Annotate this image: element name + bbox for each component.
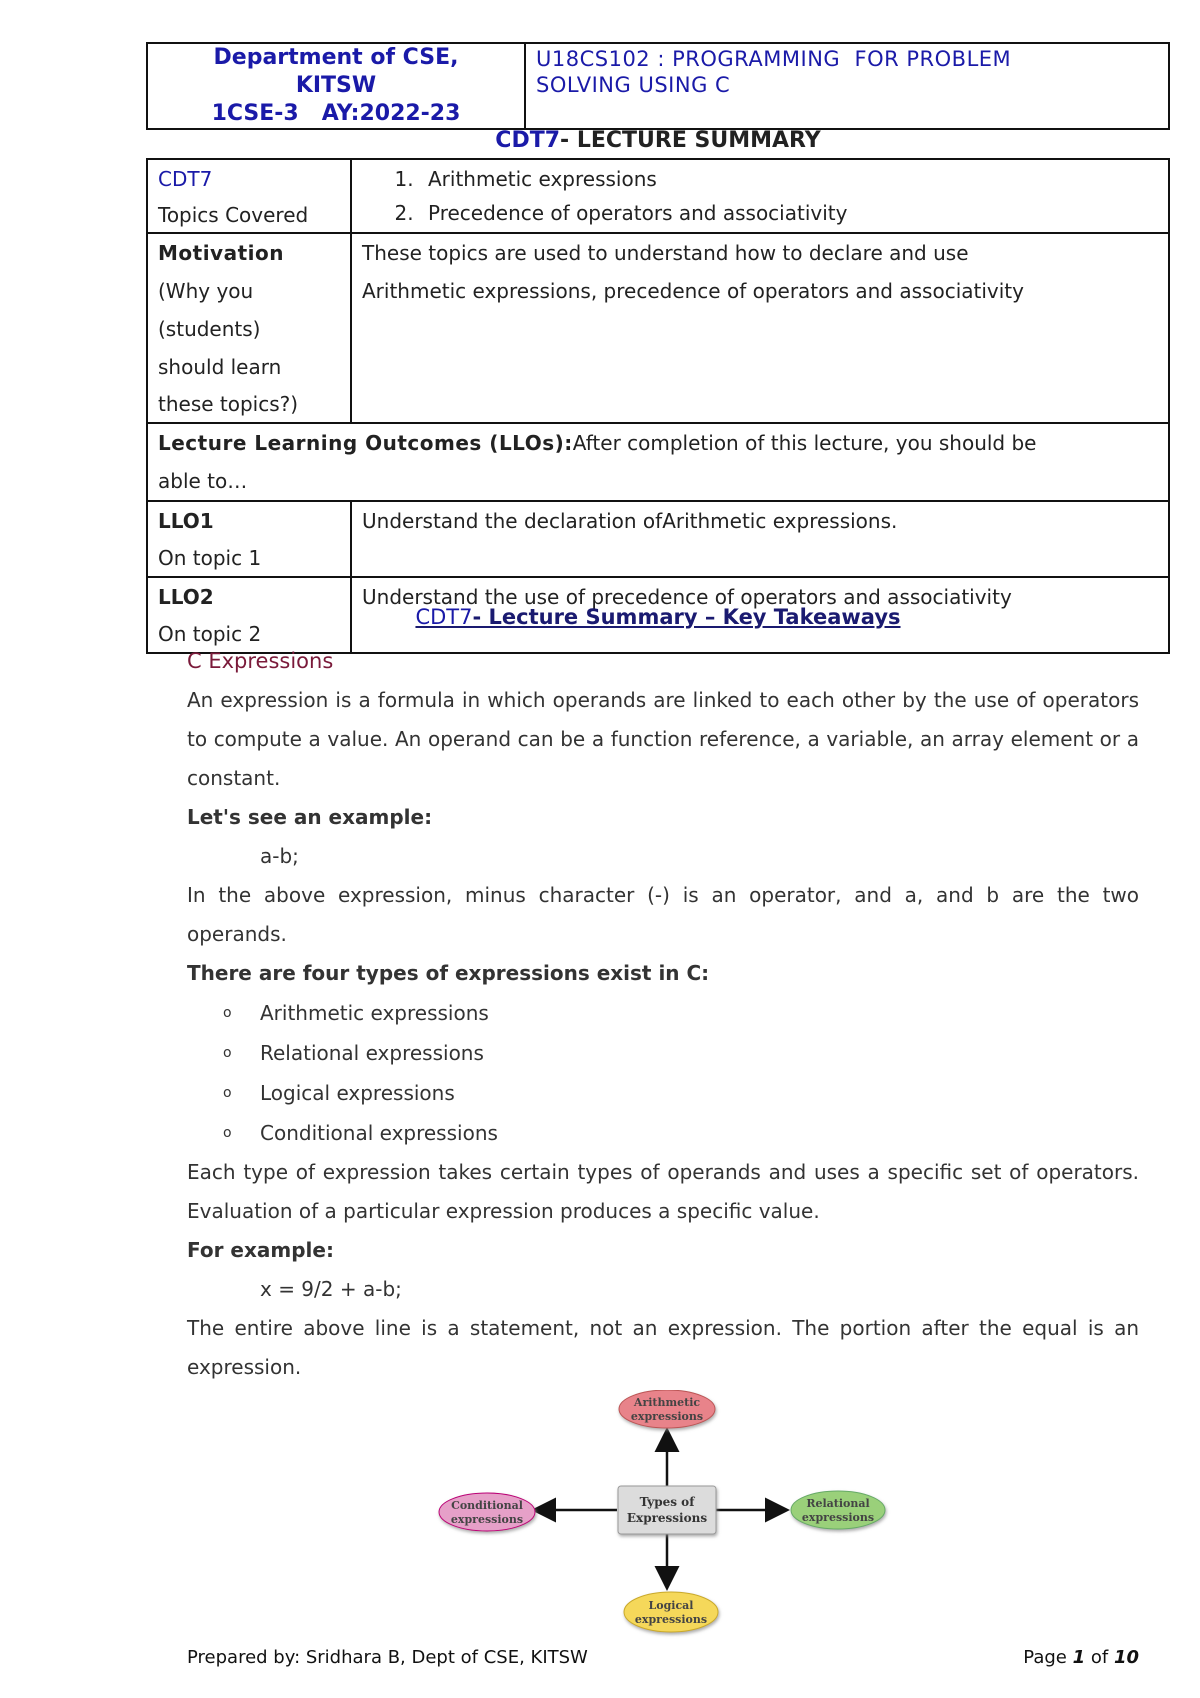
right-label-2: expressions [801, 1511, 875, 1524]
summary-rest: - LECTURE SUMMARY [560, 128, 821, 153]
llo2-id: LLO2 [158, 585, 214, 609]
example-code: a-b; [260, 844, 299, 868]
topic-item: 1. Arithmetic expressions [420, 162, 1158, 196]
bullet-marker: o [223, 1005, 232, 1021]
center-label-2: Expressions [626, 1511, 708, 1525]
type-label: Logical expressions [260, 1081, 455, 1105]
for-example-label: For example: [187, 1238, 334, 1262]
llo-header-row [147, 423, 1169, 501]
motivation-text-cell [351, 233, 1169, 423]
bottom-label-2: expressions [634, 1613, 708, 1626]
para-operator-explanation: In the above expression, minus character (-) is an operator, and a, and b are the two operands. [187, 883, 1139, 946]
course-line2: SOLVING USING C [536, 73, 731, 97]
topics-list-cell [351, 159, 1169, 233]
topics-covered: Topics Covered [158, 203, 309, 227]
bullet-marker: o [223, 1125, 232, 1141]
topic-item: 2. Precedence of operators and associativity [420, 196, 1158, 230]
motivation-label-cell [147, 233, 351, 423]
list-item [187, 1113, 1139, 1153]
llo-header-bold: Lecture Learning Outcomes (LLOs): [158, 431, 573, 455]
page-number: 1 [1072, 1647, 1086, 1668]
llo-header-cell [147, 423, 1169, 501]
takeaway-cdt-link[interactable]: CDT7 [415, 605, 473, 629]
motivation-label: Motivation [158, 241, 284, 265]
page-footer [187, 1647, 1139, 1668]
type-label: Arithmetic expressions [260, 1001, 489, 1025]
motivation-row [147, 233, 1169, 423]
motivation-sub: these topics?) [158, 392, 299, 416]
course-cell [525, 43, 1169, 129]
logical-node [624, 1592, 718, 1632]
prepared-label: Prepared by: [187, 1647, 306, 1668]
center-box [618, 1486, 716, 1534]
page-word: Page [1023, 1647, 1073, 1668]
topics-list [362, 162, 1158, 230]
topics-label-cell [147, 159, 351, 233]
prepared-value: Sridhara B, Dept of CSE, KITSW [305, 1647, 588, 1668]
types-label: There are four types of expressions exist in C: [187, 961, 710, 985]
header-table [146, 42, 1170, 130]
page-counter [1023, 1647, 1139, 1668]
department-cell [147, 43, 525, 129]
para-evaluation: Each type of expression takes certain types of operands and uses a specific set of operators. Evaluation of a particular expression produces a specific value. [187, 1160, 1139, 1223]
expression-types-diagram [430, 1390, 900, 1642]
motivation-sub: (students) [158, 317, 261, 341]
left-label-2: expressions [450, 1513, 524, 1526]
example-label: Let's see an example: [187, 805, 433, 829]
llo-header-line2: able to… [158, 469, 248, 493]
dept-line1: Department of CSE, [213, 45, 459, 70]
motivation-text-line1: These topics are used to understand how to declare and use [362, 241, 969, 265]
lecture-table [146, 158, 1170, 654]
llo1-text: Understand the declaration ofArithmetic expressions. [351, 501, 1169, 577]
motivation-sub: (Why you [158, 279, 254, 303]
bullet-marker: o [223, 1045, 232, 1061]
bullet-marker: o [223, 1085, 232, 1101]
topics-cdt: CDT7 [158, 167, 213, 191]
top-label-2: expressions [630, 1410, 704, 1423]
llo1-id: LLO1 [158, 509, 214, 533]
lecture-summary-title [146, 128, 1170, 153]
content-heading: C Expressions [187, 649, 334, 673]
dept-line2: KITSW [295, 73, 377, 98]
para-expression-definition: An expression is a formula in which operands are linked to each other by the use of operators to compute a value. An operand can be a function reference, a variable, an array element or a constant. [187, 688, 1139, 790]
right-label-1: Relational [806, 1497, 870, 1510]
motivation-sub: should learn [158, 355, 282, 379]
llo2-text: Understand the use of precedence of operators and associativity [351, 577, 1169, 653]
list-item [187, 993, 1139, 1033]
motivation-text-line2: Arithmetic expressions, precedence of operators and associativity [362, 279, 1024, 303]
llo-header-rest: After completion of this lecture, you should be [572, 431, 1037, 455]
list-item [187, 1073, 1139, 1113]
list-item [187, 1033, 1139, 1073]
key-takeaways-title [146, 605, 1170, 629]
course-line1: U18CS102 : PROGRAMMING FOR PROBLEM [536, 47, 1012, 71]
llo2-topic: On topic 2 [158, 622, 262, 646]
type-label: Conditional expressions [260, 1121, 498, 1145]
bottom-label-1: Logical [648, 1599, 694, 1612]
dept-line3: 1CSE-3 AY:2022-23 [211, 101, 461, 126]
llo1-row [147, 501, 1169, 577]
topics-row [147, 159, 1169, 233]
center-label-1: Types of [639, 1495, 695, 1509]
llo1-topic: On topic 1 [158, 546, 262, 570]
para-statement: The entire above line is a statement, not an expression. The portion after the equal is an expression. [187, 1316, 1139, 1379]
content-body [187, 642, 1139, 1387]
takeaway-rest: - Lecture Summary – Key Takeaways [472, 605, 901, 629]
summary-cdt: CDT7 [495, 128, 561, 153]
example-code-2: x = 9/2 + a-b; [260, 1277, 402, 1301]
of-word: of [1085, 1647, 1114, 1668]
type-label: Relational expressions [260, 1041, 484, 1065]
page-total: 10 [1113, 1647, 1139, 1668]
left-label-1: Conditional [451, 1499, 523, 1512]
types-list [187, 993, 1139, 1153]
llo1-label-cell [147, 501, 351, 577]
top-label-1: Arithmetic [633, 1396, 701, 1409]
